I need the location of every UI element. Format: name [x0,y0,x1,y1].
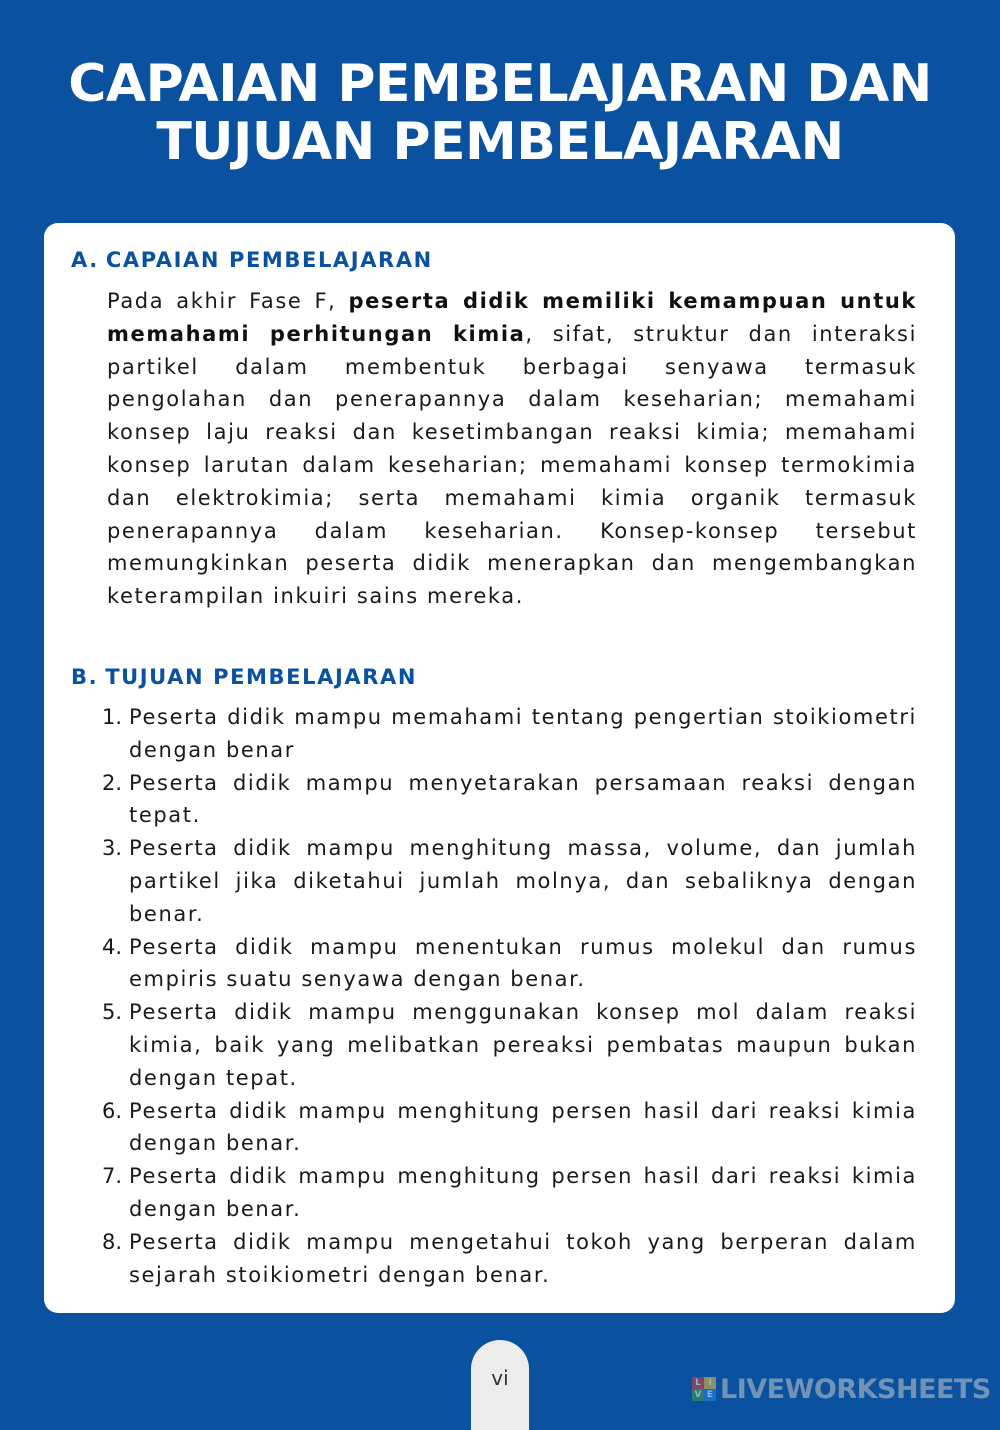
list-item-number: 7. [102,1164,123,1189]
list-item [102,1226,917,1292]
list-item-number: 5. [102,1000,123,1025]
list-item-number: 1. [102,705,123,729]
page-title-line-1: CAPAIAN PEMBELAJARAN DAN [68,54,932,114]
list-item-text: Peserta didik mampu memahami tentang pengertian stoikiometri dengan benar [129,705,917,762]
page-title [0,55,1000,171]
logo-letter: L [692,1377,704,1389]
capaian-text-rest: , sifat, struktur dan interaksi partikel dalam membentuk berbagai senyawa termasuk pengolahan dan penerapannya dalam keseharian; memahami konsep laju reaksi dan kesetimbangan reaksi kimia; memahami konsep larutan dalam keseharian; memahami konsep termokimia dan elektrokimia; serta memahami kimia organik termasuk penerapannya dalam keseharian. Konsep-konsep tersebut memungkinkan peserta didik menerapkan dan mengembangkan keterampilan inkuiri sains mereka. [107,321,918,609]
list-item-text: Peserta didik mampu menggunakan konsep mol dalam reaksi kimia, baik yang melibatkan pereaksi pembatas maupun bukan dengan tepat. [129,1000,917,1090]
section-b-letter: B. [71,665,99,689]
list-item [102,931,917,997]
section-a-letter: A. [71,248,99,272]
list-item-number: 2. [102,770,123,795]
page-number: vi [491,1366,509,1390]
logo-letter: I [704,1377,716,1389]
list-item [102,701,917,767]
list-item-number: 4. [102,934,123,959]
list-item-number: 6. [102,1098,123,1123]
section-a-heading [71,246,433,274]
tujuan-list [102,701,917,1291]
list-item-number: 8. [102,1229,123,1254]
list-item [102,1160,917,1226]
content-card [44,223,955,1313]
list-item [102,1095,917,1161]
page-title-line-2: TUJUAN PEMBELAJARAN [156,112,844,172]
list-item-text: Peserta didik mampu menghitung persen hasil dari reaksi kimia dengan benar. [129,1098,917,1156]
list-item [102,832,917,930]
logo-letter: V [692,1389,704,1401]
page-number-tab [471,1340,529,1430]
list-item-text: Peserta didik mampu menghitung persen hasil dari reaksi kimia dengan benar. [129,1164,917,1221]
list-item-number: 3. [102,836,123,861]
liveworksheets-watermark [692,1374,991,1404]
capaian-text-bold: peserta didik memiliki kemampuan untuk memahami perhitungan kimia [107,289,917,346]
watermark-text: LIVEWORKSHEETS [720,1373,991,1405]
list-item [102,996,917,1094]
list-item-text: Peserta didik mampu menentukan rumus molekul dan rumus empiris suatu senyawa dengan benar. [129,934,917,992]
logo-letter: E [704,1389,716,1401]
list-item-text: Peserta didik mampu menghitung massa, volume, dan jumlah partikel jika diketahui jumlah molnya, dan sebaliknya dengan benar. [129,836,917,926]
list-item-text: Peserta didik mampu menyetarakan persamaan reaksi dengan tepat. [129,770,917,828]
section-b-title: TUJUAN PEMBELAJARAN [105,665,418,689]
list-item [102,767,917,833]
capaian-paragraph [107,285,917,613]
liveworksheets-logo-icon [692,1377,716,1401]
section-b-heading [71,663,417,691]
capaian-text-lead: Pada akhir Fase F, [107,289,349,313]
list-item-text: Peserta didik mampu mengetahui tokoh yang berperan dalam sejarah stoikiometri dengan benar. [129,1229,917,1287]
section-a-title: CAPAIAN PEMBELAJARAN [105,248,433,272]
